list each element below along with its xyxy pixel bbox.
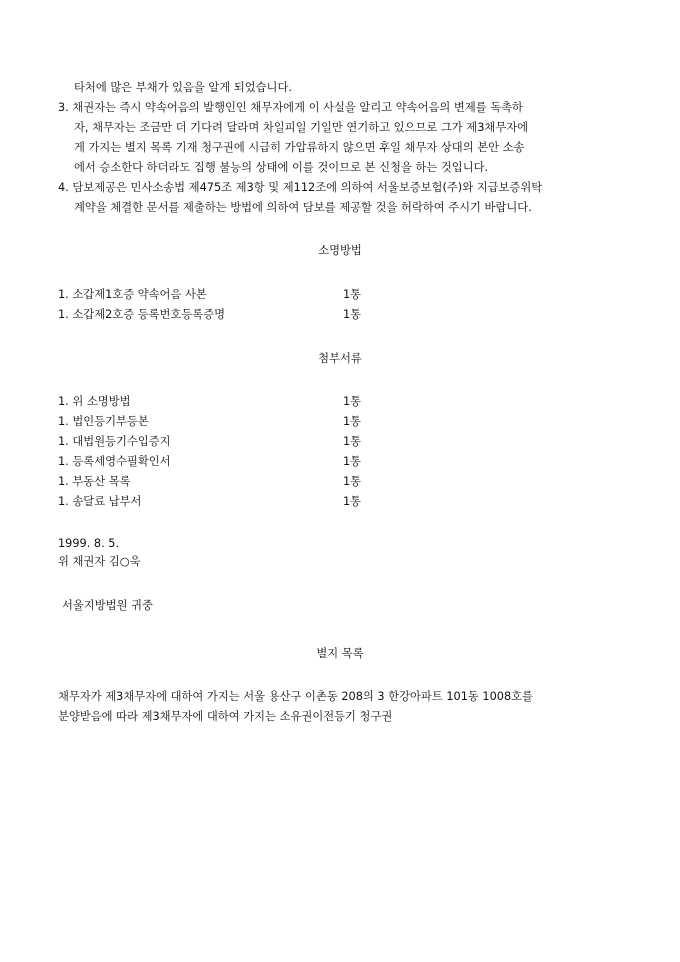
creditor-signature-line: 위 채권자 김○욱 (58, 555, 141, 568)
attachment-item-4-label: 1. 등록세영수필확인서 (58, 455, 171, 468)
annex-line-1: 채무자가 제3채무자에 대하여 가지는 서울 용산구 이촌동 208의 3 한강아파트 101동 1008호를 (58, 690, 533, 703)
evidence-item-2-label: 1. 소갑제2호증 등록번호등록증명 (58, 308, 226, 321)
paragraph-3-line-4: 에서 승소한다 하더라도 집행 불능의 상태에 이를 것이므로 본 신청을 하는 것입니다. (74, 161, 489, 174)
evidence-heading: 소명방법 (318, 244, 362, 257)
attachment-item-3-label: 1. 대법원등기수입증지 (58, 435, 171, 448)
attachment-item-1-label: 1. 위 소명방법 (58, 395, 131, 408)
attachment-item-6-count: 1통 (343, 495, 362, 508)
paragraph-4-line-2: 계약을 체결한 문서를 제출하는 방법에 의하여 담보를 제공할 것을 허락하여 주시기 바랍니다. (74, 201, 532, 214)
filing-date: 1999. 8. 5. (58, 537, 120, 550)
attachment-item-6-label: 1. 송달료 납부서 (58, 495, 142, 508)
annex-heading: 별지 목록 (316, 647, 364, 660)
paragraph-3-line-1: 3. 채권자는 즉시 약속어음의 발행인인 채무자에게 이 사실을 알리고 약속어음의 변제를 독촉하 (58, 101, 523, 114)
court-addressee: 서울지방법원 귀중 (62, 599, 153, 612)
attachments-heading: 첨부서류 (318, 352, 362, 365)
attachment-item-2-label: 1. 법인등기부등본 (58, 415, 149, 428)
evidence-item-1-label: 1. 소갑제1호증 약속어음 사본 (58, 288, 207, 301)
paragraph-4-line-1: 4. 담보제공은 민사소송법 제475조 제3항 및 제112조에 의하여 서울보증보험(주)와 지급보증위탁 (58, 181, 543, 194)
attachment-item-5-count: 1통 (343, 475, 362, 488)
attachment-item-3-count: 1통 (343, 435, 362, 448)
attachment-item-4-count: 1통 (343, 455, 362, 468)
paragraph-3-line-2: 자, 채무자는 조금만 더 기다려 달라며 차일피일 기일만 연기하고 있으므로 그가 제3채무자에 (74, 121, 529, 134)
attachment-item-5-label: 1. 부동산 목록 (58, 475, 131, 488)
attachment-item-1-count: 1통 (343, 395, 362, 408)
attachment-item-2-count: 1통 (343, 415, 362, 428)
annex-line-2: 분양받음에 따라 제3채무자에 대하여 가지는 소유권이전등기 청구권 (58, 710, 393, 723)
paragraph-3-line-3: 게 가지는 별지 목록 기재 청구권에 시급히 가압류하지 않으면 후일 채무자 상대의 본안 소송 (74, 141, 525, 154)
paragraph-2-tail: 타처에 많은 부채가 있음을 알게 되었습니다. (74, 81, 292, 94)
evidence-item-1-count: 1통 (343, 288, 362, 301)
evidence-item-2-count: 1통 (343, 308, 362, 321)
